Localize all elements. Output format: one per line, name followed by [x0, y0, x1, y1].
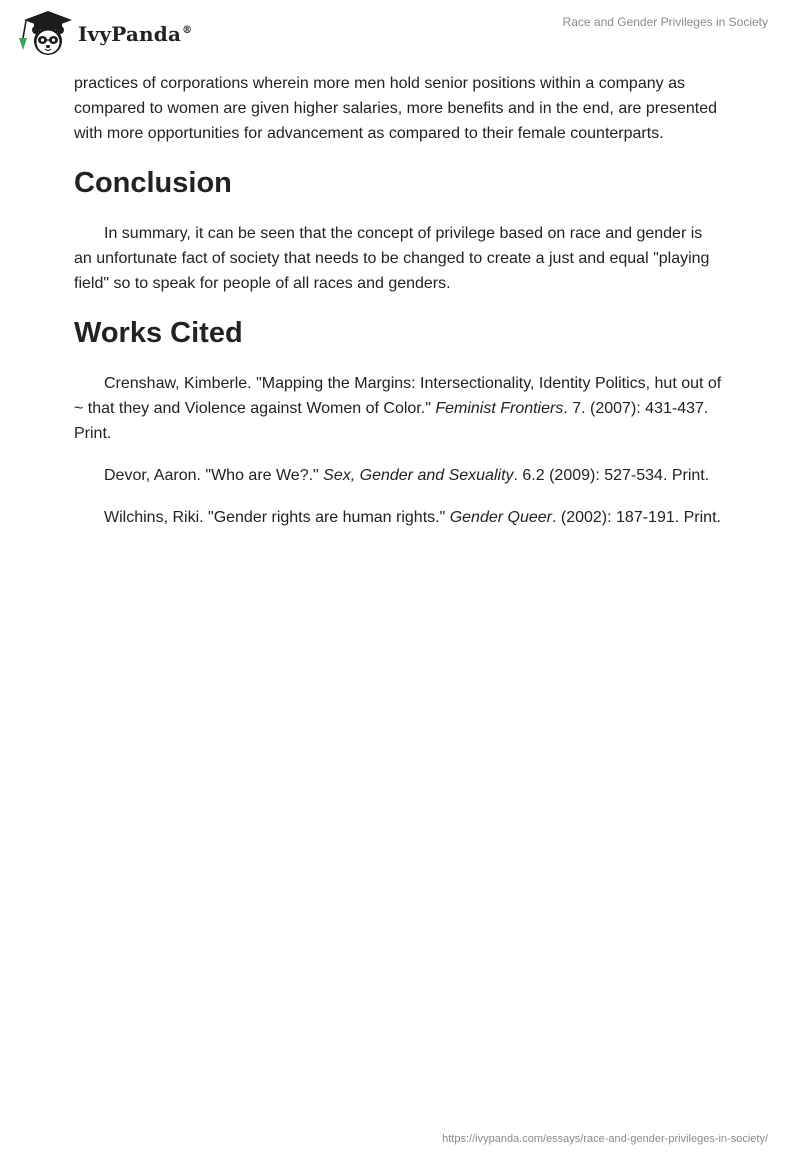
logo-wordmark: IvyPanda®	[78, 22, 193, 46]
page-header	[0, 0, 800, 70]
intro-paragraph: practices of corporations wherein more men hold senior positions within a company as compared to women are given higher salaries, more benefits and in the end, are presented with more opportunities for advancement as compared to their female counterparts.	[74, 75, 718, 142]
conclusion-paragraph: In summary, it can be seen that the concept of privilege based on race and gender is an unfortunate fact of society that needs to be changed to create a just and equal "playing field" so to speak for people of all races and genders.	[74, 225, 710, 292]
works-cited-heading: Works Cited	[74, 317, 243, 349]
citation-item: Wilchins, Riki. "Gender rights are human rights." Gender Queer. (2002): 187-191. Print.	[104, 509, 721, 526]
conclusion-heading: Conclusion	[74, 167, 232, 199]
essay-content	[74, 71, 724, 547]
source-url-link[interactable]: https://ivypanda.com/essays/race-and-gender-privileges-in-society/	[442, 1133, 768, 1145]
citation-item: Crenshaw, Kimberle. "Mapping the Margins: Intersectionality, Identity Politics, hut out of ~ that they and Violence against Women of Color." Feminist Frontiers. 7. (2007): 431-437. Print.	[74, 375, 722, 442]
citation-item: Devor, Aaron. "Who are We?." Sex, Gender and Sexuality. 6.2 (2009): 527-534. Print.	[104, 467, 710, 484]
panda-graduation-cap-icon	[14, 8, 76, 58]
document-title: Race and Gender Privileges in Society	[562, 15, 768, 29]
ivypanda-logo[interactable]	[14, 8, 192, 58]
